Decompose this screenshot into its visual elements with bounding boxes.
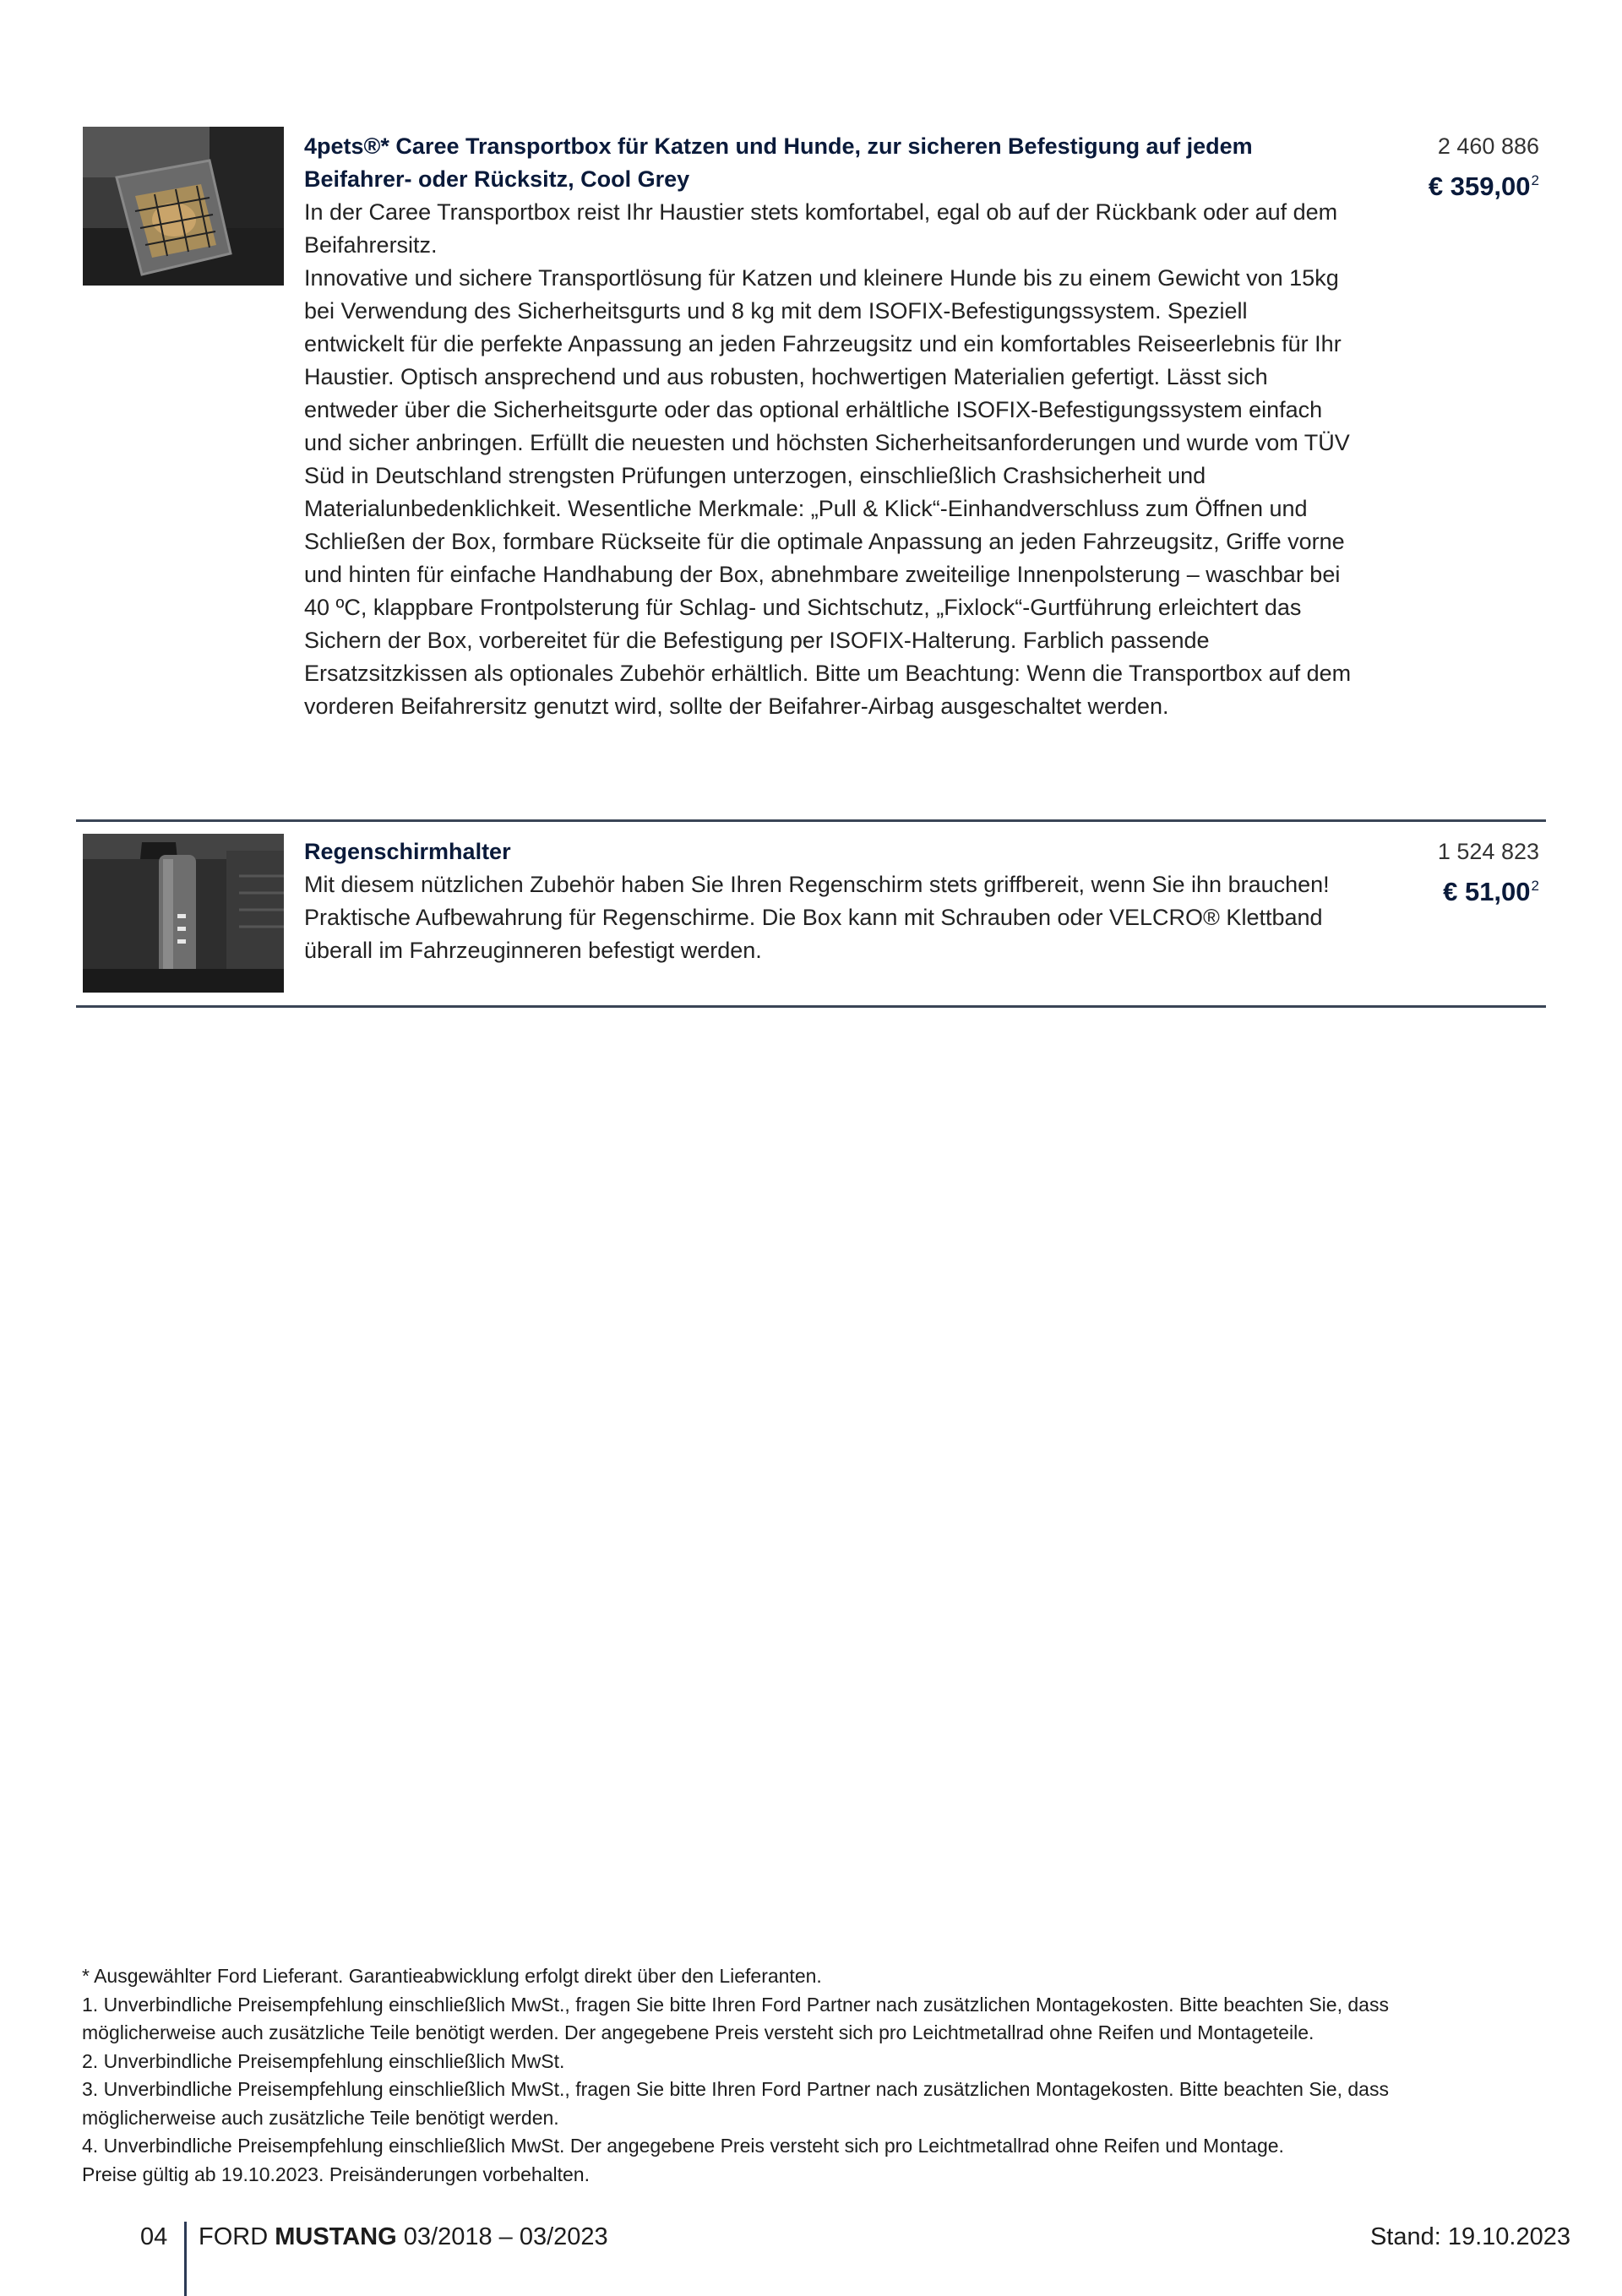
description-paragraph: Praktische Aufbewahrung für Regenschirme. Die Box kann mit Schrauben oder VELCRO® Klettband überall im Fahrzeuginneren befestigt werden. [304,905,1323,963]
product-description [304,196,1352,723]
description-paragraph: Mit diesem nützlichen Zubehör haben Sie Ihren Regenschirm stets griffbereit, wenn Sie ihn brauchen! [304,872,1330,897]
product-description [304,868,1352,967]
description-paragraph: In der Caree Transportbox reist Ihr Haustier stets komfortabel, egal ob auf der Rückbank oder auf dem Beifahrersitz. [304,199,1338,258]
footer-divider [184,2222,187,2296]
product-title: Regenschirmhalter [304,839,511,864]
footnote: 1. Unverbindliche Preisempfehlung einschließlich MwSt., fragen Sie bitte Ihren Ford Partner nach zusätzlichen Montagekosten. Bitte beachten Sie, dass möglicherweise auch zusätzliche Teile benötigt werden. Der angegebene Preis versteht sich pro Leichtmetallrad ohne Reifen und Montageteile. [82,1993,1389,2043]
price-box [1438,835,1539,910]
brand-name: FORD [199,2223,269,2250]
page-number: 04 [140,2223,168,2250]
price-value: € 359,00 [1428,171,1531,201]
product-row-umbrella-holder [76,834,1546,1008]
product-title: 4pets®* Caree Transportbox für Katzen und Hunde, zur sicheren Befestigung auf jedem Beifahrer- oder Rücksitz, Cool Grey [304,133,1253,192]
footnotes [82,1962,1518,2189]
description-paragraph: Innovative und sichere Transportlösung für Katzen und kleinere Hunde bis zu einem Gewicht von 15kg bei Verwendung des Sicherheitsgurts und 8 kg mit dem ISOFIX-Befestigungssystem. Speziell entwickelt für die perfekte Anpassung an jeden Fahrzeugsitz und ein komfortables Reiseerlebnis für Ihr Haustier. Optisch ansprechend und aus robusten, hochwertigen Materialien gefertigt. Lässt sich entweder über die Sicherheitsgurte oder das optional erhältliche ISOFIX-Befestigungssystem einfach und sicher anbringen. Erfüllt die neuesten und höchsten Sicherheitsanforderungen und wurde vom TÜV Süd in Deutschland strengsten Prüfungen unterzogen, einschließlich Crashsicherheit und Materialunbedenklichkeit. Wesentliche Merkmale: „Pull & Klick“-Einhandverschluss zum Öffnen und Schließen der Box, formbare Rückseite für die optimale Anpassung an jeden Fahrzeugsitz, Griffe vorne und hinten für einfache Handhabung der Box, abnehmbare zweiteilige Innenpolsterung – waschbar bei 40 ºC, klappbare Frontpolsterung für Schlag- und Sichtschutz, „Fixlock“-Gurtführung erleichtert das Sichern der Box, vorbereitet für die Befestigung per ISOFIX-Halterung. Farblich passende Ersatzsitzkissen als optionales Zubehör erhältlich. Bitte um Beachtung: Wenn die Transportbox auf dem vorderen Beifahrersitz genutzt wird, sollte der Beifahrer-Airbag ausgeschaltet werden. [304,265,1352,719]
price-box [1429,130,1539,204]
page-footer [0,2222,1622,2296]
footnote: Preise gültig ab 19.10.2023. Preisänderungen vorbehalten. [82,2163,590,2185]
price [1438,868,1539,910]
price-footnote-ref: 2 [1531,878,1539,894]
footnote: 3. Unverbindliche Preisempfehlung einschließlich MwSt., fragen Sie bitte Ihren Ford Partner nach zusätzlichen Montagekosten. Bitte beachten Sie, dass möglicherweise auch zusätzliche Teile benötigt werden. [82,2078,1389,2129]
price [1429,163,1539,204]
part-number: 1 524 823 [1437,839,1539,864]
model-period: 03/2018 – 03/2023 [403,2223,608,2250]
footnote: 4. Unverbindliche Preisempfehlung einschließlich MwSt. Der angegebene Preis versteht sich pro Leichtmetallrad ohne Reifen und Montage. [82,2135,1284,2157]
product-row-pet-transport-box [76,127,1546,822]
product-image-pet-transport-box [83,127,284,286]
model-name: MUSTANG [275,2223,397,2250]
price-value: € 51,00 [1443,877,1531,906]
document-title [199,2223,608,2251]
price-footnote-ref: 2 [1531,172,1539,188]
part-number: 2 460 886 [1437,133,1539,159]
footnote: * Ausgewählter Ford Lieferant. Garantieabwicklung erfolgt direkt über den Lieferanten. [82,1965,822,1987]
stand-date: Stand: 19.10.2023 [1369,2223,1570,2250]
product-image-umbrella-holder [83,834,284,993]
footnote: 2. Unverbindliche Preisempfehlung einschließlich MwSt. [82,2049,565,2072]
